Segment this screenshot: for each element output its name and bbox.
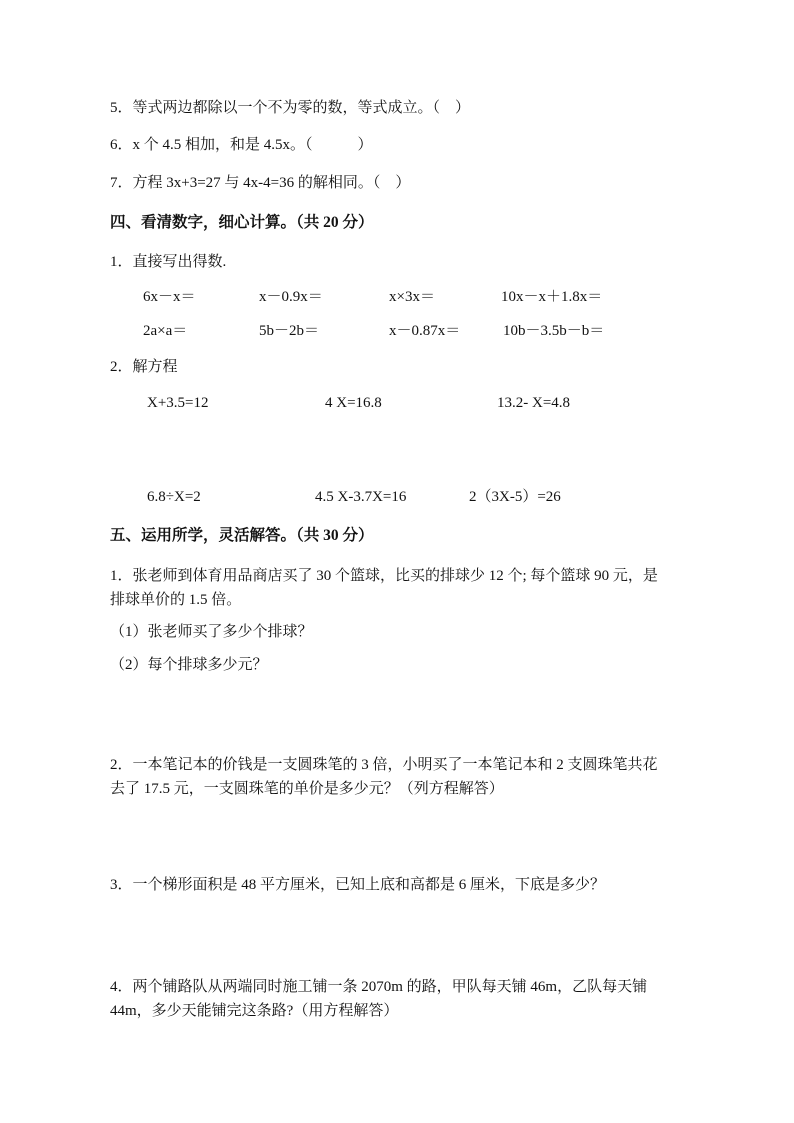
problem-1-line-2: 排球单价的 1.5 倍。 (110, 592, 242, 608)
equations-title: 2．解方程 (110, 359, 178, 375)
direct-calc-item: 6x－x＝ (143, 289, 196, 305)
section-5-heading: 五、运用所学，灵活解答。（共 30 分） (110, 527, 374, 544)
direct-calc-item: x－0.87x＝ (389, 323, 461, 339)
judgement-item-7: 7．方程 3x+3=27 与 4x-4=36 的解相同。（ ） (110, 175, 411, 191)
problem-4-line-1: 4．两个铺路队从两端同时施工铺一条 2070m 的路，甲队每天铺 46m，乙队每天铺 (110, 979, 648, 995)
direct-calc-item: 2a×a＝ (143, 323, 188, 339)
direct-calc-item: x－0.9x＝ (259, 289, 323, 305)
problem-2-line-1: 2．一本笔记本的价钱是一支圆珠笔的 3 倍，小明买了一本笔记本和 2 支圆珠笔共花 (110, 757, 658, 773)
problem-3-line-1: 3．一个梯形面积是 48 平方厘米，已知上底和高都是 6 厘米，下底是多少？ (110, 877, 606, 893)
direct-calc-item: 10b－3.5b－b＝ (503, 323, 605, 339)
section-4-heading: 四、看清数字，细心计算。（共 20 分） (110, 214, 374, 231)
judgement-item-5: 5．等式两边都除以一个不为零的数，等式成立。（ ） (110, 100, 471, 116)
direct-calc-item: 5b－2b＝ (259, 323, 320, 339)
problem-1-line-1: 1．张老师到体育用品商店买了 30 个篮球，比买的排球少 12 个; 每个篮球 90 元，是 (110, 568, 658, 584)
problem-4-line-2: 44m，多少天能铺完这条路?（用方程解答） (110, 1003, 399, 1019)
equation-item: X+3.5=12 (147, 395, 209, 411)
equation-item: 2（3X-5）=26 (469, 489, 561, 505)
problem-1-sub-1: （1）张老师买了多少个排球？ (110, 624, 313, 640)
equation-item: 4 X=16.8 (325, 395, 382, 411)
judgement-item-6: 6．x 个 4.5 相加，和是 4.5x。（ ） (110, 137, 373, 153)
equation-item: 4.5 X-3.7X=16 (315, 489, 407, 505)
direct-calc-title: 1．直接写出得数. (110, 254, 227, 270)
problem-1-sub-2: （2）每个排球多少元？ (110, 657, 268, 673)
equation-item: 6.8÷X=2 (147, 489, 201, 505)
equation-item: 13.2- X=4.8 (497, 395, 571, 411)
direct-calc-item: x×3x＝ (389, 289, 435, 305)
problem-2-line-2: 去了 17.5 元，一支圆珠笔的单价是多少元？（列方程解答） (110, 781, 504, 797)
direct-calc-item: 10x－x＋1.8x＝ (501, 289, 603, 305)
